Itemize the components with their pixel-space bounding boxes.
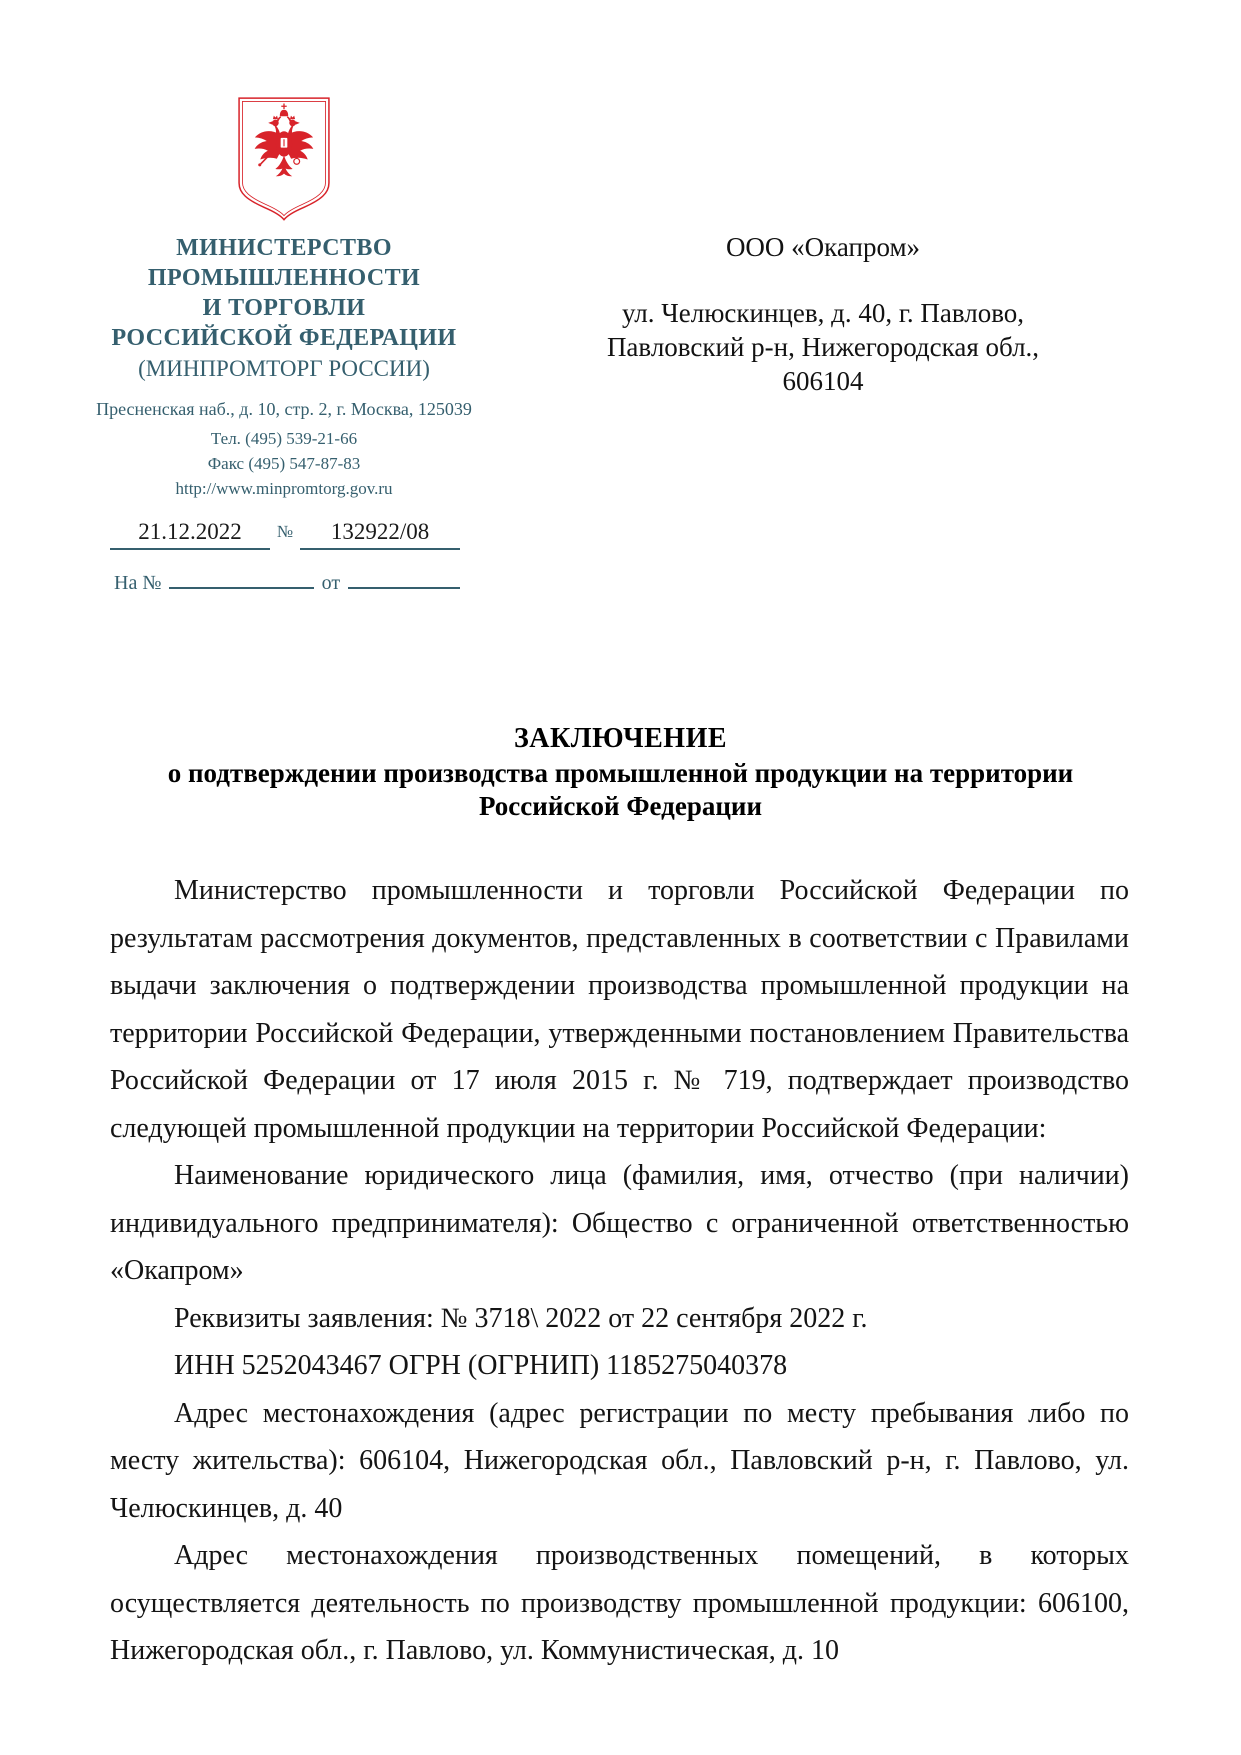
- ministry-short-name: (МИНПРОМТОРГ РОССИИ): [138, 356, 430, 381]
- body-paragraph: Адрес местонахождения производственных помещений, в которых осуществляется деятельность по производству промышленной продукции: 606100, Нижегородская обл., г. Павлово, ул. Коммунистическая, д. 10: [110, 1540, 1129, 1666]
- ref-date-blank: [348, 565, 460, 589]
- ministry-name: [68, 233, 500, 353]
- recipient-address: [586, 296, 1060, 398]
- title-subtitle-line: Российской Федерации: [478, 791, 763, 821]
- reference-row: [114, 565, 460, 595]
- body-paragraph: Адрес местонахождения (адрес регистрации по месту пребывания либо по месту жительства): 606104, Нижегородская обл., Павловский р-н, г. Павлово, ул. Челюскинцев, д. 40: [110, 1397, 1129, 1524]
- recipient-name: ООО «Окапром»: [725, 232, 921, 262]
- body-paragraph: Реквизиты заявления: № 3718\ 2022 от 22 сентября 2022 г.: [174, 1302, 868, 1334]
- letter-body: [110, 867, 1129, 1675]
- letter-number: 132922/08: [300, 519, 460, 550]
- coat-of-arms-icon: [68, 96, 500, 222]
- ref-prefix-label: На №: [114, 572, 162, 594]
- recipient-address-line: 606104: [782, 366, 864, 396]
- ministry-letterhead: [68, 0, 500, 595]
- body-paragraph: Министерство промышленности и торговли Российской Федерации по результатам рассмотрения документов, представленных в соответствии с Правилами выдачи заключения о подтверждении производства промышленной продукции на территории Российской Федерации, утвержденными постановлением Правительства Российской Федерации от 17 июля 2015 г. № 719, подтверждает производство следующей промышленной продукции на территории Российской Федерации:: [110, 875, 1129, 1144]
- ministry-fax: Факс (495) 547-87-83: [207, 454, 361, 473]
- document-title: [0, 721, 1241, 823]
- date-number-row: [110, 519, 460, 550]
- letter-date: 21.12.2022: [110, 519, 270, 550]
- ministry-website: http://www.minpromtorg.gov.ru: [175, 479, 393, 498]
- recipient-block: [586, 0, 1060, 398]
- title-main-line: ЗАКЛЮЧЕНИЕ: [513, 723, 728, 754]
- ministry-name-line: И ТОРГОВЛИ: [202, 295, 366, 321]
- ministry-contacts: [68, 426, 500, 501]
- recipient-address-line: ул. Челюскинцев, д. 40, г. Павлово,: [621, 298, 1025, 328]
- ministry-name-line: МИНИСТЕРСТВО: [176, 235, 392, 261]
- ministry-postal-address: Пресненская наб., д. 10, стр. 2, г. Москва, 125039: [96, 399, 472, 419]
- letter-header: [0, 0, 1241, 595]
- ministry-name-line: РОССИЙСКОЙ ФЕДЕРАЦИИ: [111, 325, 457, 351]
- number-sign: №: [276, 522, 294, 541]
- body-paragraph: Наименование юридического лица (фамилия, имя, отчество (при наличии) индивидуального предпринимателя): Общество с ограниченной ответственностью «Окапром»: [110, 1160, 1129, 1286]
- ministry-phone: Тел. (495) 539-21-66: [210, 429, 358, 448]
- ref-from-label: от: [321, 572, 341, 594]
- recipient-address-line: Павловский р-н, Нижегородская обл.,: [606, 332, 1040, 362]
- body-paragraph: ИНН 5252043467 ОГРН (ОГРНИП) 1185275040378: [174, 1350, 788, 1381]
- title-subtitle-line: о подтверждении производства промышленной продукции на территории: [167, 758, 1074, 788]
- ministry-name-line: ПРОМЫШЛЕННОСТИ: [147, 265, 421, 291]
- ref-number-blank: [169, 565, 313, 589]
